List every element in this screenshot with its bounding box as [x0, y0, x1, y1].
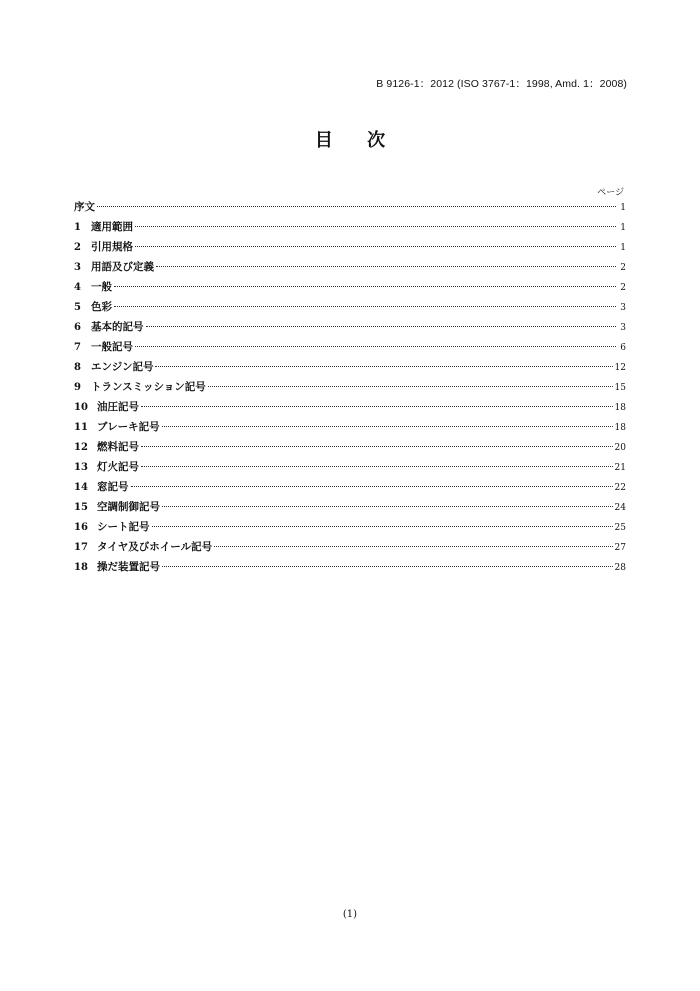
toc-entry-11[interactable] [74, 419, 626, 439]
toc-leader-dots [162, 426, 613, 427]
toc-entry-label: 空調制御記号 [97, 501, 160, 513]
toc-entry-label: トランスミッション記号 [91, 381, 206, 393]
toc-entry-page: 21 [614, 463, 626, 473]
toc-entry-16[interactable] [74, 519, 626, 539]
toc-entry-4[interactable] [74, 279, 626, 299]
page-number-footer: (1) [342, 909, 358, 920]
toc-entry-number: 12 [74, 442, 88, 453]
toc-entry-page: 28 [614, 563, 626, 573]
toc-entry-10[interactable] [74, 399, 626, 419]
toc-leader-dots [162, 506, 613, 507]
toc-leader-dots [131, 486, 613, 487]
toc-entry-page: 2 [620, 283, 626, 293]
toc-entry-5[interactable] [74, 299, 626, 319]
page-column-label: ページ [597, 188, 624, 198]
toc-entry-number: 4 [74, 282, 81, 293]
toc-entry-7[interactable] [74, 339, 626, 359]
toc-entry-8[interactable] [74, 359, 626, 379]
toc-entry-14[interactable] [74, 479, 626, 499]
toc-entry-label: 色彩 [91, 301, 112, 313]
toc-entry-15[interactable] [74, 499, 626, 519]
toc-entry-label: シート記号 [97, 521, 150, 533]
toc-entry-page: 27 [614, 543, 626, 553]
toc-entry-9[interactable] [74, 379, 626, 399]
toc-entry-page: 6 [620, 343, 626, 353]
toc-entry-label: ブレーキ記号 [97, 421, 160, 433]
toc-entry-number: 16 [74, 522, 88, 533]
toc-entry-label: 操だ装置記号 [97, 561, 160, 573]
toc-entry-number: 13 [74, 462, 88, 473]
toc-entry-label: 基本的記号 [91, 321, 144, 333]
toc-entry-number: 1 [74, 222, 81, 233]
toc-entry-page: 25 [614, 523, 626, 533]
toc-entry-label: 燃料記号 [97, 441, 139, 453]
toc-leader-dots [152, 526, 613, 527]
toc-entry-number: 6 [74, 322, 81, 333]
toc-entry-number: 17 [74, 542, 88, 553]
toc-entry-number: 2 [74, 242, 81, 253]
toc-entry-18[interactable] [74, 559, 626, 579]
toc-leader-dots [141, 466, 613, 467]
toc-leader-dots [141, 406, 613, 407]
toc-leader-dots [146, 326, 617, 327]
toc-leader-dots [114, 286, 616, 287]
toc-entry-label: 灯火記号 [97, 461, 139, 473]
toc-entry-label: 引用規格 [91, 241, 133, 253]
toc-entry-label: タイヤ及びホイール記号 [97, 541, 213, 553]
toc-entry-1[interactable] [74, 219, 626, 239]
toc-entry-label: 序文 [74, 201, 95, 213]
toc-entry-number: 3 [74, 262, 81, 273]
toc-leader-dots [141, 446, 613, 447]
toc-entry-2[interactable] [74, 239, 626, 259]
toc-entry-label: 適用範囲 [91, 221, 133, 233]
toc-entry-3[interactable] [74, 259, 626, 279]
toc-entry-number: 15 [74, 502, 88, 513]
toc-entry-number: 10 [74, 402, 88, 413]
toc-entry-number: 7 [74, 342, 81, 353]
toc-entry-number: 5 [74, 302, 81, 313]
toc-entry-page: 24 [614, 503, 626, 513]
toc-entry-number: 9 [74, 382, 81, 393]
toc-leader-dots [208, 386, 613, 387]
toc-entry-label: 一般 [91, 281, 112, 293]
toc-entry-page: 18 [614, 403, 626, 413]
toc-entry-page: 3 [620, 303, 626, 313]
toc-entry-label: 一般記号 [91, 341, 133, 353]
standard-code-header: B 9126-1：2012 (ISO 3767-1：1998, Amd. 1：2008) [376, 78, 627, 90]
toc-entry-page: 15 [614, 383, 626, 393]
toc-leader-dots [135, 246, 616, 247]
page-title: 目 次 [314, 130, 400, 151]
toc-leader-dots [156, 266, 616, 267]
toc-entry-label: 用語及び定義 [91, 261, 154, 273]
toc-entry-number: 8 [74, 362, 81, 373]
toc-leader-dots [155, 366, 612, 367]
toc-entry-label: エンジン記号 [91, 361, 154, 373]
toc-leader-dots [214, 546, 612, 547]
toc-entry-6[interactable] [74, 319, 626, 339]
toc-entry-page: 3 [620, 323, 626, 333]
toc-leader-dots [114, 306, 616, 307]
toc-leader-dots [162, 566, 613, 567]
toc-entry-page: 12 [614, 363, 626, 373]
toc-entry-number: 11 [74, 422, 88, 433]
toc-entry-label: 窓記号 [97, 481, 129, 493]
toc-entry-13[interactable] [74, 459, 626, 479]
toc-leader-dots [97, 206, 616, 207]
toc-entry-page: 20 [614, 443, 626, 453]
toc-entry-preface[interactable] [74, 199, 626, 219]
toc-entry-17[interactable] [74, 539, 626, 559]
toc-entry-page: 1 [620, 203, 626, 213]
toc-entry-page: 18 [614, 423, 626, 433]
toc-entry-number: 14 [74, 482, 88, 493]
toc-entry-label: 油圧記号 [97, 401, 139, 413]
toc-entry-12[interactable] [74, 439, 626, 459]
toc-entry-page: 1 [620, 243, 626, 253]
toc-entry-page: 1 [620, 223, 626, 233]
toc-leader-dots [135, 226, 616, 227]
table-of-contents [74, 199, 626, 579]
toc-leader-dots [135, 346, 616, 347]
toc-entry-page: 2 [620, 263, 626, 273]
toc-entry-page: 22 [614, 483, 626, 493]
toc-entry-number: 18 [74, 562, 88, 573]
